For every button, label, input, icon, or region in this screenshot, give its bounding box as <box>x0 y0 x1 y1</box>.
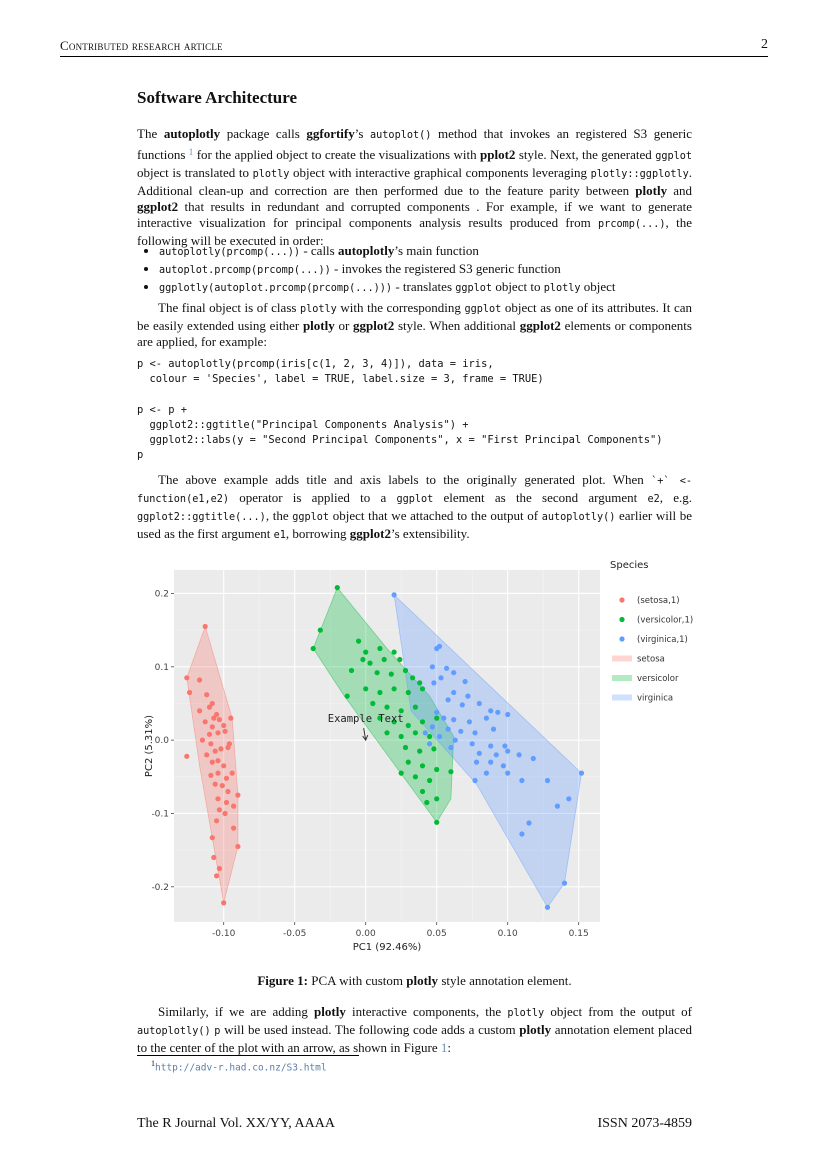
point-setosa <box>217 866 222 871</box>
point-setosa <box>211 855 216 860</box>
point-versicolor <box>417 680 422 685</box>
point-versicolor <box>370 701 375 706</box>
figure-reference-link[interactable]: 1 <box>440 1040 448 1055</box>
point-versicolor <box>448 769 453 774</box>
point-setosa <box>184 675 189 680</box>
point-setosa <box>224 800 229 805</box>
point-versicolor <box>420 763 425 768</box>
point-setosa <box>227 741 232 746</box>
point-virginica <box>465 694 470 699</box>
point-versicolor <box>427 734 432 739</box>
annotation-text: Example Text <box>327 713 404 726</box>
point-setosa <box>223 811 228 816</box>
point-versicolor <box>413 730 418 735</box>
code-block-2: p <- p + ggplot2::ggtitle("Principal Components Analysis") + ggplot2::labs(y = "Second Principal Components", x = "First Principal Components") p <box>137 404 663 461</box>
point-virginica <box>502 743 507 748</box>
point-virginica <box>505 712 510 717</box>
point-versicolor <box>417 749 422 754</box>
point-versicolor <box>410 675 415 680</box>
point-setosa <box>221 900 226 905</box>
point-virginica <box>430 724 435 729</box>
footer-issn: ISSN 2073-4859 <box>597 1116 692 1131</box>
point-setosa <box>203 719 208 724</box>
point-setosa <box>214 873 219 878</box>
y-tick-label: 0.2 <box>154 589 169 600</box>
point-setosa <box>210 701 215 706</box>
y-tick-label: -0.2 <box>151 882 169 893</box>
point-virginica <box>451 670 456 675</box>
point-versicolor <box>384 705 389 710</box>
y-tick-label: 0.0 <box>154 736 169 747</box>
legend-label: (versicolor,1) <box>637 615 694 626</box>
y-axis-title: PC2 (5.31%) <box>144 714 155 778</box>
point-setosa <box>208 773 213 778</box>
point-virginica <box>488 743 493 748</box>
point-virginica <box>434 710 439 715</box>
x-tick-label: -0.10 <box>212 929 236 939</box>
point-setosa <box>210 724 215 729</box>
point-virginica <box>519 831 524 836</box>
point-versicolor <box>413 705 418 710</box>
point-virginica <box>505 771 510 776</box>
point-versicolor <box>389 672 394 677</box>
point-versicolor <box>399 771 404 776</box>
point-setosa <box>187 690 192 695</box>
point-virginica <box>545 905 550 910</box>
point-setosa <box>217 717 222 722</box>
paragraph-1: The autoplotly package calls ggfortify’s autoplot() method that invokes an registered S3 generic functions $^1$ for the applied object to create the visualizations with pplot2 style. Next, the generated ggplot object is translated to plotly object with interactive graphical components leveraging plotly::ggplotly. Additional clean-up and correction are then performed due to the feature parity between plotly and ggplot2 that results in redundant and corrupted components . For example, if we want to generate interactive visualization for principal components analysis results produced from prcomp(...), the following will be executed in order: <box>137 126 693 248</box>
point-setosa <box>217 807 222 812</box>
point-setosa <box>213 782 218 787</box>
point-virginica <box>427 741 432 746</box>
footnote-link[interactable]: http://adv-r.had.co.nz/S3.html <box>155 1062 327 1074</box>
point-versicolor <box>318 628 323 633</box>
x-tick-label: 0.15 <box>568 929 589 939</box>
point-virginica <box>494 752 499 757</box>
point-versicolor <box>375 670 380 675</box>
point-versicolor <box>392 686 397 691</box>
point-virginica <box>430 664 435 669</box>
point-setosa <box>184 754 189 759</box>
point-versicolor <box>424 800 429 805</box>
point-virginica <box>566 796 571 801</box>
point-versicolor <box>377 690 382 695</box>
point-versicolor <box>434 767 439 772</box>
footnote: $^1$http://adv-r.had.co.nz/S3.html <box>151 1059 327 1074</box>
point-setosa <box>210 835 215 840</box>
legend-title: Species <box>610 560 649 571</box>
legend-key-band <box>612 695 632 701</box>
point-versicolor <box>377 646 382 651</box>
point-virginica <box>470 741 475 746</box>
point-setosa <box>221 763 226 768</box>
point-virginica <box>517 752 522 757</box>
point-versicolor <box>363 650 368 655</box>
point-setosa <box>215 796 220 801</box>
point-versicolor <box>403 745 408 750</box>
legend-key-point <box>619 636 624 641</box>
legend-label: virginica <box>637 693 674 704</box>
point-virginica <box>484 771 489 776</box>
point-setosa <box>231 804 236 809</box>
point-virginica <box>488 708 493 713</box>
point-virginica <box>463 679 468 684</box>
point-versicolor <box>356 639 361 644</box>
point-virginica <box>491 727 496 732</box>
point-versicolor <box>431 746 436 751</box>
point-virginica <box>495 710 500 715</box>
legend-label: (virginica,1) <box>637 635 688 645</box>
point-setosa <box>214 818 219 823</box>
point-setosa <box>200 738 205 743</box>
section-heading: Software Architecture <box>137 88 298 107</box>
point-setosa <box>215 730 220 735</box>
point-virginica <box>451 690 456 695</box>
header-page-number: 2 <box>761 37 768 52</box>
point-versicolor <box>434 820 439 825</box>
point-virginica <box>562 881 567 886</box>
point-setosa <box>210 760 215 765</box>
footnote-rule <box>137 1055 359 1056</box>
point-virginica <box>467 719 472 724</box>
point-versicolor <box>420 719 425 724</box>
legend-label: (setosa,1) <box>637 596 680 606</box>
point-versicolor <box>399 734 404 739</box>
point-versicolor <box>406 690 411 695</box>
point-setosa <box>208 741 213 746</box>
legend-key-band <box>612 656 632 662</box>
paragraph-2: The final object is of class plotly with the corresponding ggplot object as one of its attributes. It can be easily extended using either plotly or ggplot2 style. When additional ggplot2 elements or components are applied, for example: <box>137 300 692 349</box>
point-setosa <box>220 783 225 788</box>
point-setosa <box>230 771 235 776</box>
point-virginica <box>505 749 510 754</box>
point-virginica <box>453 738 458 743</box>
header-section: Contributed research article <box>60 38 223 53</box>
point-setosa <box>224 776 229 781</box>
point-setosa <box>215 758 220 763</box>
point-virginica <box>434 646 439 651</box>
bullet-list <box>137 243 692 297</box>
point-versicolor <box>434 796 439 801</box>
point-virginica <box>446 727 451 732</box>
point-setosa <box>235 793 240 798</box>
point-virginica <box>460 702 465 707</box>
point-virginica <box>437 734 442 739</box>
point-virginica <box>458 729 463 734</box>
point-virginica <box>438 675 443 680</box>
point-setosa <box>204 752 209 757</box>
footer-journal: The R Journal Vol. XX/YY, AAAA <box>137 1116 335 1131</box>
point-setosa <box>228 716 233 721</box>
point-setosa <box>218 746 223 751</box>
point-setosa <box>235 844 240 849</box>
point-virginica <box>477 701 482 706</box>
point-virginica <box>472 778 477 783</box>
point-versicolor <box>360 657 365 662</box>
point-versicolor <box>392 650 397 655</box>
point-virginica <box>448 745 453 750</box>
point-virginica <box>451 717 456 722</box>
paragraph-4: Similarly, if we are adding plotly interactive components, the plotly object from the output of autoplotly() p will be used instead. The following code adds a custom plotly annotation element placed to the center of the plot with an arrow, as shown in Figure 1: <box>137 1004 693 1055</box>
y-tick-label: 0.1 <box>154 662 169 673</box>
point-setosa <box>215 771 220 776</box>
point-virginica <box>526 820 531 825</box>
point-versicolor <box>397 657 402 662</box>
point-setosa <box>221 723 226 728</box>
figure-pca <box>140 552 700 962</box>
point-virginica <box>488 760 493 765</box>
point-versicolor <box>403 668 408 673</box>
code-block-1: p <- autoplotly(prcomp(iris[c(1, 2, 3, 4)]), data = iris, colour = 'Species', label = TRUE, label.size = 3, frame = TRUE) <box>137 358 544 385</box>
point-setosa <box>223 729 228 734</box>
point-versicolor <box>345 694 350 699</box>
x-tick-label: 0.05 <box>426 929 447 939</box>
point-versicolor <box>406 723 411 728</box>
page-footer <box>137 1116 692 1132</box>
point-virginica <box>519 778 524 783</box>
point-versicolor <box>420 686 425 691</box>
list-item: • autoplotly(prcomp(...)) - calls autoplotly’s main function <box>159 243 692 261</box>
point-setosa <box>203 624 208 629</box>
point-virginica <box>501 763 506 768</box>
list-item: • ggplotly(autoplot.prcomp(prcomp(...))) - translates ggplot object to plotly object <box>159 279 692 297</box>
point-virginica <box>531 756 536 761</box>
point-virginica <box>474 760 479 765</box>
point-virginica <box>472 730 477 735</box>
point-setosa <box>231 826 236 831</box>
point-virginica <box>579 771 584 776</box>
point-virginica <box>555 804 560 809</box>
point-virginica <box>431 680 436 685</box>
legend-key-point <box>619 597 624 602</box>
list-item: • autoplot.prcomp(prcomp(...)) - invokes the registered S3 generic function <box>159 261 692 279</box>
legend-key-band <box>612 675 632 681</box>
footnote-marker[interactable]: 1 <box>188 147 194 157</box>
x-tick-label: -0.05 <box>283 929 307 939</box>
point-setosa <box>213 749 218 754</box>
x-axis-title: PC1 (92.46%) <box>352 942 422 953</box>
figure-caption: Figure 1: PCA with custom plotly style annotation element. <box>257 973 572 988</box>
point-versicolor <box>420 789 425 794</box>
point-setosa <box>204 692 209 697</box>
point-versicolor <box>311 646 316 651</box>
y-tick-label: -0.1 <box>151 809 169 820</box>
point-virginica <box>392 592 397 597</box>
point-versicolor <box>382 657 387 662</box>
point-setosa <box>214 712 219 717</box>
paragraph-3: The above example adds title and axis labels to the originally generated plot. When `+` <-function(e1,e2) operator is applied to a ggplot element as the second argument e2, e.g. ggplot2::ggtitle(...), the ggplot object that we attached to the output of autoplotly() earlier will be used as the first argument e1, borrowing ggplot2’s extensibility. <box>137 472 693 541</box>
point-virginica <box>477 751 482 756</box>
point-virginica <box>441 716 446 721</box>
point-versicolor <box>384 730 389 735</box>
point-versicolor <box>363 686 368 691</box>
point-setosa <box>207 732 212 737</box>
point-setosa <box>197 708 202 713</box>
legend-label: setosa <box>637 654 665 665</box>
point-virginica <box>423 730 428 735</box>
legend-label: versicolor <box>637 674 679 684</box>
point-versicolor <box>434 716 439 721</box>
point-setosa <box>197 677 202 682</box>
point-virginica <box>446 697 451 702</box>
point-virginica <box>484 716 489 721</box>
point-versicolor <box>406 760 411 765</box>
point-versicolor <box>427 778 432 783</box>
x-tick-label: 0.00 <box>355 929 376 939</box>
point-setosa <box>225 789 230 794</box>
pca-scatter-chart[interactable] <box>140 552 700 962</box>
point-virginica <box>545 778 550 783</box>
point-virginica <box>444 666 449 671</box>
point-versicolor <box>335 585 340 590</box>
point-versicolor <box>349 668 354 673</box>
legend-key-point <box>619 617 624 622</box>
running-header <box>60 38 768 57</box>
x-tick-label: 0.10 <box>497 929 518 939</box>
point-versicolor <box>413 774 418 779</box>
point-versicolor <box>367 661 372 666</box>
